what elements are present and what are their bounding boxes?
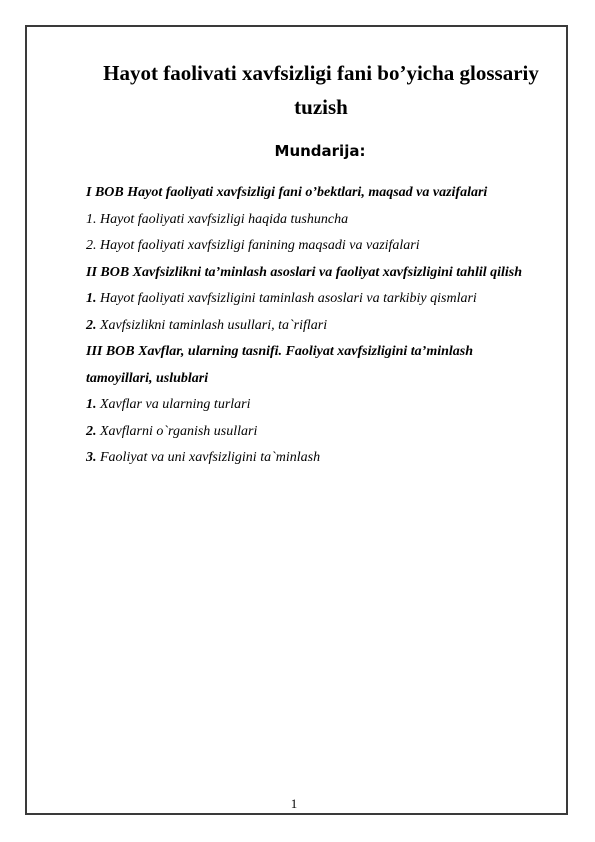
- toc-item-number: 1.: [86, 291, 97, 306]
- toc-item-number: 2.: [86, 238, 97, 253]
- table-of-contents: [86, 180, 556, 472]
- toc-item-number: 2.: [86, 423, 97, 439]
- toc-item-text: Xavfsizlikni taminlash usullari, ta`riflari: [96, 317, 328, 333]
- toc-item-1-2[interactable]: [86, 233, 556, 260]
- toc-item-3-2[interactable]: [86, 419, 556, 446]
- toc-chapter-2-text: II BOB Xavfsizlikni ta’minlash asoslari va faoliyat xavfsizligini tahlil qilish: [86, 264, 523, 280]
- toc-item-3-3[interactable]: [86, 445, 556, 472]
- toc-item-3-1[interactable]: [86, 392, 556, 419]
- toc-item-text: Xavflarni o`rganish usullari: [96, 423, 258, 439]
- toc-item-number: 1.: [86, 211, 97, 227]
- contents-heading: Mundarija:: [274, 142, 366, 160]
- toc-item-1-1[interactable]: [86, 207, 556, 234]
- document-title: Hayot faolivati xavfsizligi fani bo’yicha glossariy tuzish: [103, 61, 539, 119]
- toc-item-2-1[interactable]: [86, 286, 556, 313]
- page-number: 1: [290, 796, 298, 811]
- toc-chapter-3-text: III BOB Xavflar, ularning tasnifi. Faoliyat xavfsizligini ta’minlash tamoyillari, uslublari: [86, 344, 474, 386]
- toc-item-text: Hayot faoliyati xavfsizligini taminlash asoslari va tarkibiy qismlari: [96, 291, 477, 306]
- toc-chapter-2[interactable]: [86, 260, 556, 287]
- toc-item-number: 2.: [86, 317, 97, 333]
- toc-item-text: Faoliyat va uni xavfsizligini ta`minlash: [96, 450, 321, 465]
- toc-chapter-1[interactable]: [86, 180, 556, 207]
- toc-item-2-2[interactable]: [86, 313, 556, 340]
- toc-item-text: Hayot faoliyati xavfsizligi haqida tushuncha: [96, 211, 349, 227]
- toc-item-number: 3.: [86, 450, 97, 465]
- toc-item-text: Xavflar va ularning turlari: [96, 397, 251, 412]
- toc-item-text: Hayot faoliyati xavfsizligi fanining maqsadi va vazifalari: [96, 238, 420, 253]
- toc-chapter-3[interactable]: [86, 339, 526, 392]
- toc-item-number: 1.: [86, 397, 97, 412]
- toc-chapter-1-text: I BOB Hayot faoliyati xavfsizligi fani o’bektlari, maqsad va vazifalari: [86, 185, 488, 200]
